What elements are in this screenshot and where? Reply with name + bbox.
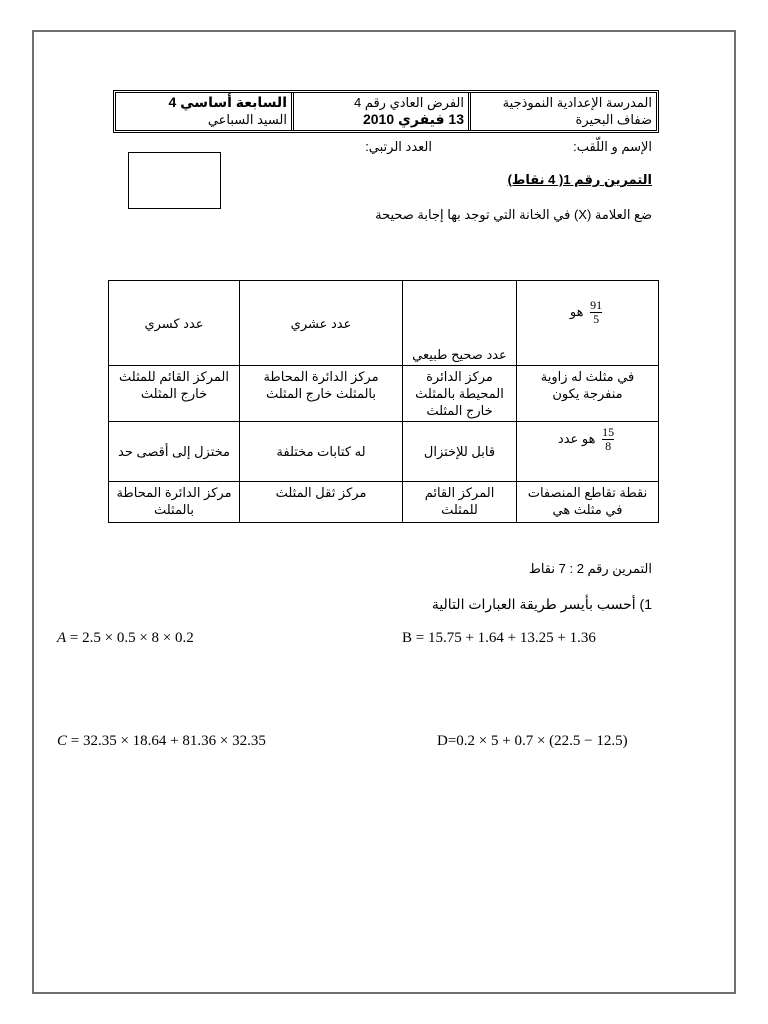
expression-b: B = 15.75 + 1.64 + 13.25 + 1.36 xyxy=(402,630,596,646)
table-row xyxy=(109,482,659,523)
exercise1-instruction: ضع العلامة (X) في الخانة التي توجد بها إجابة صحيحة xyxy=(375,207,652,222)
school-name: المدرسة الإعدادية النموذجية xyxy=(502,95,652,110)
table-row xyxy=(109,281,659,366)
exam-cell xyxy=(291,93,471,130)
question-text: هو xyxy=(569,303,584,319)
header-table xyxy=(113,90,659,133)
table-row xyxy=(109,422,659,482)
exercise2-title: التمرين رقم 2 : 7 نقاط xyxy=(528,561,652,576)
expression-a xyxy=(57,630,194,647)
question-cell xyxy=(517,281,659,366)
teacher-name: السيد السباعي xyxy=(207,112,287,127)
question-cell xyxy=(517,422,659,482)
exam-date: 13 فيفري 2010 xyxy=(362,111,464,127)
option-cell[interactable]: عدد كسري xyxy=(109,281,240,366)
rank-number-label: العدد الرتبي: xyxy=(365,139,432,154)
question-text: هو عدد xyxy=(557,430,596,446)
option-cell[interactable]: المركز القائم للمثلث xyxy=(403,482,517,523)
class-cell xyxy=(116,93,291,130)
question-cell: نقطة تقاطع المنصفات في مثلث هي xyxy=(517,482,659,523)
option-cell[interactable]: المركز القائم للمثلث خارج المثلث xyxy=(109,366,240,422)
exercise1-title: التمرين رقم 1( 4 نقاط) xyxy=(507,172,652,187)
school-cell xyxy=(471,93,656,130)
expression-d: D=0.2 × 5 + 0.7 × (22.5 − 12.5) xyxy=(437,733,628,749)
exam-title: الفرض العادي رقم 4 xyxy=(353,95,464,110)
option-cell[interactable]: له كتابات مختلفة xyxy=(240,422,403,482)
option-cell[interactable]: عدد عشري xyxy=(240,281,403,366)
option-cell[interactable]: مركز الدائرة المحاطة بالمثلث xyxy=(109,482,240,523)
option-cell[interactable]: عدد صحيح طبيعي xyxy=(403,281,517,366)
class-line1: السابعة أساسي 4 xyxy=(168,94,287,110)
fraction-91-5: $\frac{91}{5}$ xyxy=(590,298,603,326)
grade-box xyxy=(128,152,221,209)
question-cell: في مثلث له زاوية منفرجة يكون xyxy=(517,366,659,422)
variable-c: C xyxy=(57,733,68,749)
option-cell[interactable]: مركز الدائرة المحيطة بالمثلث خارج المثلث xyxy=(403,366,517,422)
table-row xyxy=(109,366,659,422)
option-cell[interactable]: قابل للإختزال xyxy=(403,422,517,482)
expression-c xyxy=(57,733,266,750)
variable-a: A xyxy=(57,630,67,646)
option-cell[interactable]: مركز الدائرة المحاطة بالمثلث خارج المثلث xyxy=(240,366,403,422)
answer-table xyxy=(108,280,659,523)
expression-c-body: = 32.35 × 18.64 + 81.36 × 32.35 xyxy=(70,733,266,749)
option-cell[interactable]: مركز ثقل المثلث xyxy=(240,482,403,523)
expression-a-body: = 2.5 × 0.5 × 8 × 0.2 xyxy=(69,630,194,646)
fraction-15-8: $\frac{15}{8}$ xyxy=(602,425,615,453)
exercise2-instruction: 1) أحسب بأيسر طريقة العبارات التالية xyxy=(431,596,652,612)
name-label: الإسم و اللّقب: xyxy=(573,139,652,154)
school-location: ضفاف البحيرة xyxy=(575,112,652,127)
option-cell[interactable]: مختزل إلى أقصى حد xyxy=(109,422,240,482)
